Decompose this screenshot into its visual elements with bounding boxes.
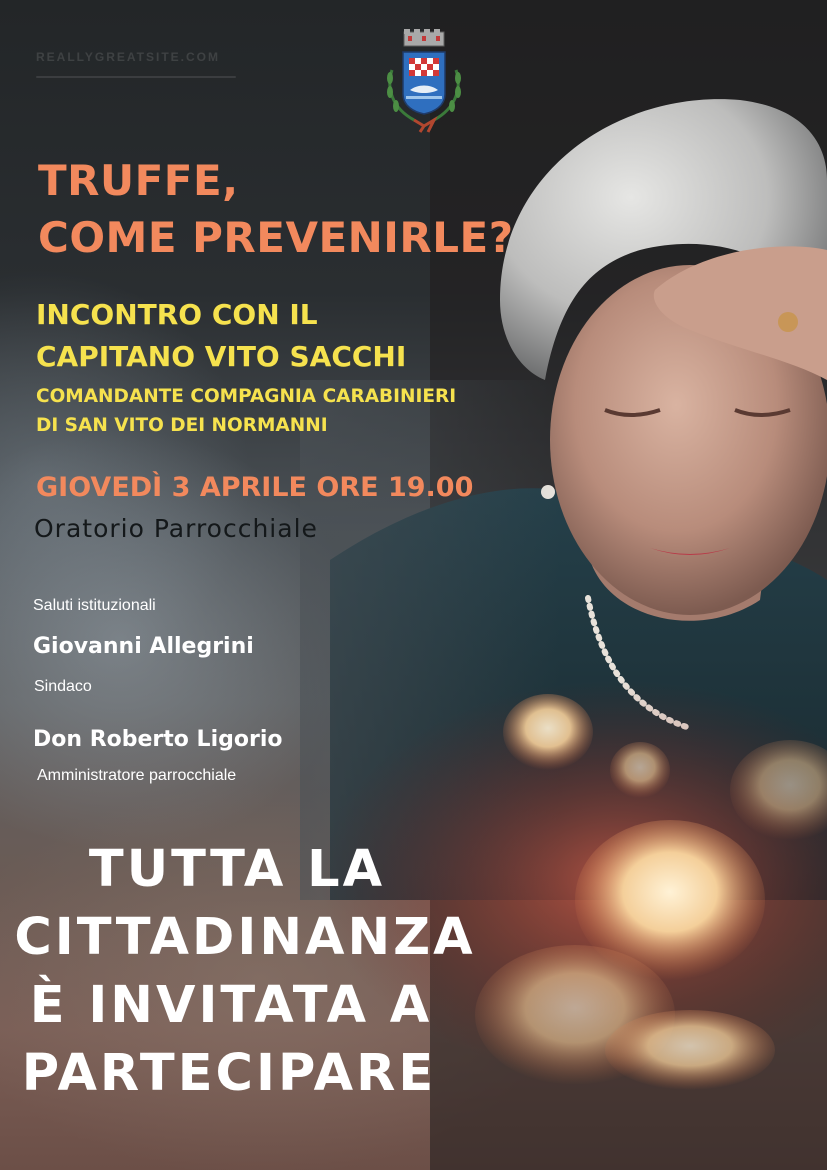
speaker-title-1: Sindaco <box>34 678 92 695</box>
speaker-name-2: Don Roberto Ligorio <box>33 727 283 752</box>
headline-line-1: TRUFFE, <box>38 156 239 205</box>
speaker-role-line-2: DI SAN VITO DEI NORMANNI <box>36 415 328 436</box>
invitation-line-1: TUTTA LA <box>88 840 386 899</box>
subtitle-line-2: CAPITANO VITO SACCHI <box>36 340 407 373</box>
headline-line-2: COME PREVENIRLE? <box>38 213 514 262</box>
speaker-name-1: Giovanni Allegrini <box>33 634 254 659</box>
event-date-time: GIOVEDÌ 3 APRILE ORE 19.00 <box>36 472 474 503</box>
invitation-line-4: PARTECIPARE <box>21 1044 437 1103</box>
subtitle-line-1: INCONTRO CON IL <box>36 298 318 331</box>
invitation-line-2: CITTADINANZA <box>14 908 476 967</box>
greetings-label: Saluti istituzionali <box>33 597 156 614</box>
speaker-role-line-1: COMANDANTE COMPAGNIA CARABINIERI <box>36 386 457 407</box>
invitation-line-3: È INVITATA A <box>29 976 433 1035</box>
municipal-coat-of-arms-icon <box>378 28 470 134</box>
website-watermark: REALLYGREATSITE.COM <box>36 50 221 64</box>
speaker-title-2: Amministratore parrocchiale <box>37 767 237 784</box>
watermark-underline <box>36 76 236 78</box>
event-venue: Oratorio Parrocchiale <box>34 514 318 543</box>
